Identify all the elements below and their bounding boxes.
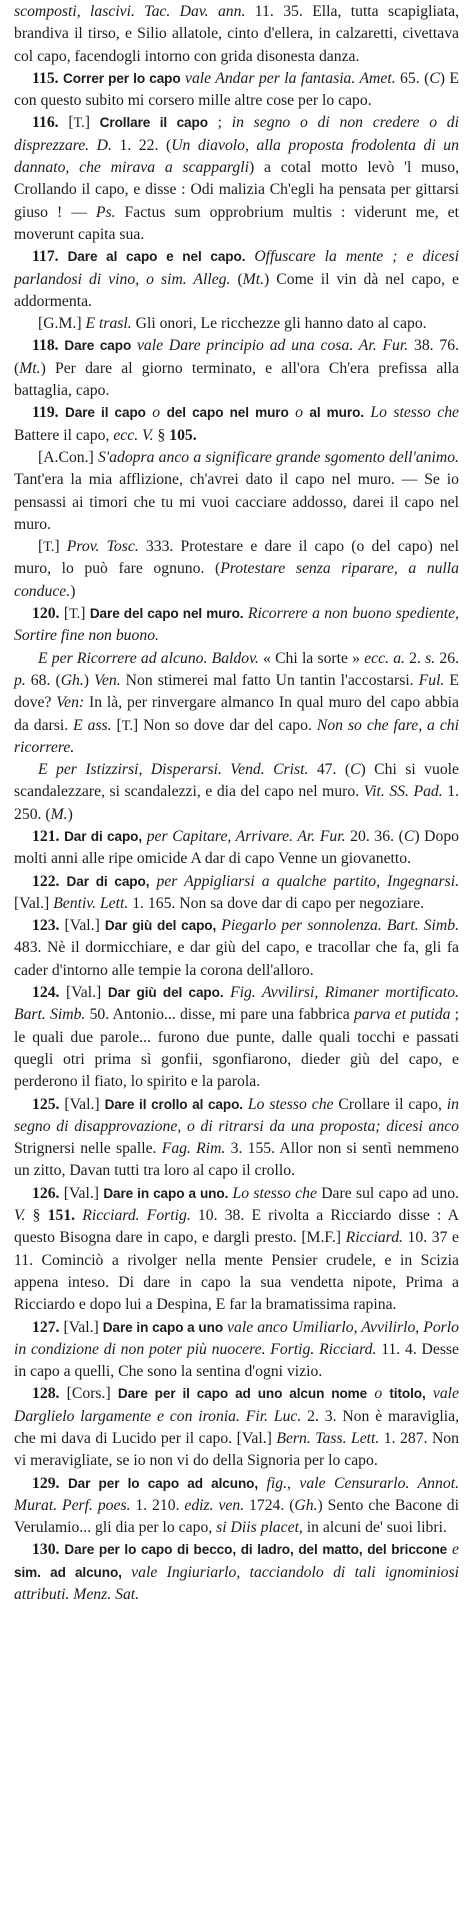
headword: Dare capo: [64, 338, 132, 354]
italic-text: E per Ricorrere ad alcuno. Baldov.: [38, 649, 259, 667]
italic-text: ediz. ven.: [184, 1496, 245, 1514]
entry-number: 126.: [32, 1184, 60, 1202]
body-text: 11. 4. Desse in capo a quelli, Che sono la sentina d'ogni vizio.: [14, 1340, 459, 1381]
body-text: 3. 155. Allor non si sentì nemmeno un zitto, Davan tutti tra loro al capo il crollo.: [14, 1140, 459, 1180]
italic-text: Ven.: [94, 671, 121, 689]
headword: al muro.: [309, 405, 364, 421]
body-text: 20. 36. (: [345, 827, 404, 845]
italic-text: Gh.: [60, 671, 84, 689]
entry-number: 125.: [32, 1095, 60, 1113]
italic-text: Ven:: [56, 694, 85, 712]
italic-text: Bentiv. Lett.: [53, 894, 129, 912]
entry-number: 129.: [32, 1474, 60, 1492]
italic-text: vale Andar per la fantasia. Amet.: [180, 69, 396, 87]
entry-number: 121.: [32, 827, 60, 845]
italic-text: S'adopra anco a significare grande sgomento dell'animo.: [97, 448, 459, 466]
source-tag: T.: [121, 717, 133, 734]
italic-text: in segno o di non credere o di disprezzare. D.: [14, 114, 459, 154]
italic-text: vale Darglielo largamente e con ironia. Fir. Luc.: [14, 1385, 460, 1425]
body-text: Strignersi nelle spalle.: [14, 1140, 162, 1158]
headword: Dare per il capo ad uno alcun nome: [117, 1386, 368, 1402]
body-text: [Val.]: [59, 984, 108, 1002]
italic-text: vale Dare principio ad una cosa. Ar. Fur.: [131, 337, 409, 355]
italic-text: ecc. a.: [364, 649, 405, 667]
dictionary-entry: [14, 1094, 459, 1183]
entry-number: 128.: [32, 1385, 60, 1403]
italic-text: Ps.: [95, 203, 116, 221]
body-text: ) Come il vin dà nel capo, e addormenta.: [14, 270, 459, 310]
body-text: 1. 165. Non sa dove dar di capo per negoziare.: [128, 894, 425, 912]
headword: Dar giù del capo,: [104, 918, 217, 934]
body-text: [Val.]: [59, 1095, 105, 1113]
dictionary-entry: [14, 335, 459, 402]
body-text: « Chi la sorte »: [258, 649, 365, 667]
entry-number: 119.: [32, 404, 59, 422]
body-text: ): [67, 805, 73, 823]
italic-text: E ass.: [73, 716, 112, 734]
body-text: In là, per rinvergare almanco In qual muro del capo abbia da darsi.: [14, 694, 459, 734]
body-text: ) a cotal motto levò 'l muso, Crollando il capo, e disse : Odi malizia Ch'egli ha pensata per gittarsi giuso ! —: [14, 159, 459, 221]
italic-text: Prov. Tosc.: [66, 538, 139, 556]
entry-number: 127.: [32, 1318, 60, 1336]
body-text: [: [111, 716, 122, 734]
italic-text: vale anco Umiliarlo, Avvilirlo, Porlo in condizione di non poter più nuocere. Fortig. Ricciard.: [14, 1318, 459, 1358]
entry-number: 117.: [32, 248, 59, 266]
body-text: [A.Con.]: [38, 448, 98, 466]
entry-subparagraph: [14, 536, 459, 603]
entry-number: 118.: [32, 337, 59, 355]
body-text: §: [153, 426, 170, 444]
body-text: [Cors.]: [59, 1385, 118, 1403]
entry-number: 122.: [32, 872, 60, 890]
body-text: [59, 873, 66, 890]
italic-text: Vit. SS. Pad.: [363, 783, 443, 801]
body-text: §: [25, 1207, 48, 1225]
body-text: ] Non so dove dar del capo.: [132, 716, 317, 734]
headword: sim.: [14, 1564, 41, 1580]
dictionary-entry: [14, 826, 459, 871]
headword: Dare il crollo al capo.: [104, 1096, 243, 1112]
italic-text: p.: [14, 671, 26, 689]
dictionary-entry: [14, 871, 459, 916]
body-text: E dove?: [14, 671, 459, 712]
body-text: [41, 1564, 50, 1581]
body-text: 483. Nè il dormicchiare, e dar giù del capo, e tracollar che fa, gli fa cader d'intorno alle tempie la corona dell'alloro.: [14, 939, 459, 979]
headword: ad alcuno,: [50, 1564, 122, 1580]
italic-text: Fag. Rim.: [161, 1140, 226, 1158]
body-text: ;: [207, 114, 232, 132]
body-text: Factus sum opprobrium multis : viderunt me, et moverunt capita sua.: [14, 203, 460, 243]
body-text: Crollare il capo,: [333, 1095, 447, 1113]
body-text: ) Per dare al giorno terminato, e all'ora Ch'era prefissa alla battaglia, capo.: [14, 359, 459, 400]
italic-text: in segno di disapprovazione, o di ritrarsi da una proposta; dicesi anco: [14, 1095, 459, 1135]
italic-text: Mt.: [242, 270, 265, 288]
body-text: Tant'era la mia afflizione, ch'avrei dato il capo nel muro. — Se io pensassi ai timori che tu mi vuoi cacciare addosso, darei il capo nel muro.: [14, 471, 459, 533]
entry-number: 105.: [169, 426, 197, 444]
italic-text: o: [367, 1385, 390, 1403]
body-text: [Val.]: [59, 1184, 104, 1202]
entry-subparagraph: [14, 313, 459, 335]
body-text: 1. 22. (: [111, 136, 172, 154]
italic-text: e: [447, 1541, 459, 1559]
italic-text: per Capitare, Arrivare. Ar. Fur.: [142, 827, 346, 845]
italic-text: Ricciard. Fortig.: [82, 1207, 191, 1225]
body-text: 38. 76. (: [14, 337, 460, 377]
entry-subparagraph: [14, 447, 459, 536]
body-text: in alcuni de' suoi libri.: [302, 1519, 447, 1537]
headword: Correr per lo capo: [63, 70, 181, 86]
body-text: ) Chi si vuole scandalezzare, si scandalezzi, e dia del capo nel muro.: [14, 761, 459, 801]
dictionary-entry: [14, 1183, 459, 1317]
body-text: ]: [54, 538, 67, 556]
italic-text: Piegarlo per sonnolenza. Bart. Simb.: [216, 917, 460, 935]
italic-text: Mt.: [19, 359, 41, 377]
entry-subparagraph: [14, 648, 459, 759]
body-text: Non stimerei mal fatto Un tantin l'accostarsi.: [120, 671, 419, 689]
headword: del capo nel muro: [166, 405, 289, 421]
italic-text: Non so che fare, a chi ricorrere.: [14, 716, 459, 756]
body-text: Dare sul capo ad uno.: [316, 1184, 459, 1202]
headword: Dare per lo capo di becco, di ladro, del matto, del briccone: [64, 1542, 448, 1558]
dictionary-entry: [14, 982, 459, 1093]
headword: Dar di capo,: [64, 828, 143, 844]
headword: Dare in capo a uno: [102, 1319, 224, 1335]
italic-text: Gh.: [294, 1496, 318, 1514]
italic-text: o: [288, 404, 310, 422]
source-tag: T.: [43, 539, 55, 556]
dictionary-entry: [14, 915, 459, 982]
continued-text: [14, 1, 459, 68]
italic-text: Lo stesso che: [228, 1184, 317, 1202]
dictionary-entry: [14, 603, 459, 648]
headword: Dare il capo: [65, 405, 146, 421]
italic-text: M.: [50, 805, 68, 823]
body-text: 2.: [404, 649, 426, 667]
italic-text: per Appigliarsi a qualche partito, Ingegnarsi.: [149, 872, 460, 890]
italic-text: Lo stesso che: [363, 404, 460, 422]
italic-text: parva et putida: [353, 1006, 451, 1024]
body-text: ): [83, 671, 95, 689]
body-text: 333. Protestare e dare il capo (o del capo) nel muro, lo può fare ognuno. (: [14, 538, 460, 578]
entry-number: 120.: [32, 605, 60, 623]
italic-text: Protestare senza riparare, a nulla conduce.: [14, 560, 459, 600]
entry-subparagraph: [14, 759, 459, 826]
body-text: 50. Antonio... disse, mi pare una fabbrica: [85, 1006, 354, 1024]
body-text: ]: [84, 114, 100, 132]
dictionary-entry: [14, 1539, 459, 1606]
headword: Dar di capo,: [66, 873, 150, 889]
italic-text: si Diis placet,: [216, 1519, 303, 1537]
body-text: 1724. (: [244, 1496, 295, 1514]
body-text: ) Sento che Bacone di Verulamio... gli dia per lo capo,: [14, 1496, 460, 1537]
body-text: ]: [80, 605, 90, 623]
body-text: [: [59, 605, 70, 623]
body-text: [G.M.]: [38, 315, 86, 333]
italic-text: Offuscare la mente ; e dicesi parlandosi di vino, o sim. Alleg.: [14, 248, 459, 288]
source-tag: T.: [73, 115, 85, 132]
italic-text: vale Ingiuriarlo, tacciandolo di tali ignominiosi attributi. Menz. Sat.: [14, 1563, 459, 1604]
body-text: [Val.]: [59, 1318, 103, 1336]
entry-number: 124.: [32, 984, 60, 1002]
italic-text: V.: [14, 1207, 26, 1225]
dictionary-entry: [14, 1383, 459, 1472]
body-text: [Val.]: [59, 917, 105, 935]
italic-text: Fig. Avvilirsi, Rimaner mortificato. Bart. Simb.: [14, 984, 460, 1024]
dictionary-entry: [14, 246, 459, 313]
entry-number: 115.: [32, 69, 59, 87]
body-text: ) E con questo subito mi corsero mille altre cose per lo capo.: [14, 69, 460, 110]
headword: Crollare il capo: [99, 115, 208, 131]
dictionary-entry: [14, 68, 459, 113]
body-text: 10. 38. E rivolta a Ricciardo disse : A questo Bisogna dare in capo, e dargli presto. [M.F.]: [14, 1207, 460, 1247]
italic-text: ecc. V.: [113, 426, 154, 444]
italic-text: o: [145, 404, 167, 422]
body-text: ): [70, 582, 76, 600]
italic-text: C: [403, 827, 415, 845]
headword: titolo,: [389, 1386, 426, 1402]
italic-text: Bern. Tass. Lett.: [276, 1430, 380, 1447]
body-text: ) Dopo molti anni alle ripe omicide A dar di capo Venne un giovanetto.: [14, 827, 460, 868]
body-text: [Val.]: [14, 894, 54, 912]
dictionary-entry: [14, 402, 459, 447]
entry-number: 116.: [32, 114, 59, 132]
body-text: 65. (: [395, 69, 430, 87]
body-text: 1. 287. Non vi meravigliate, se io non vi do della Signoria per lo capo.: [14, 1430, 459, 1470]
headword: Dare del capo nel muro.: [89, 606, 244, 622]
italic-text: scomposti, lascivi. Tac. Dav. ann.: [14, 3, 246, 20]
headword: Dare al capo e nel capo.: [67, 249, 246, 265]
body-text: 1. 250. (: [14, 783, 460, 823]
body-text: [: [38, 538, 44, 556]
body-text: 2. 3. Non è maraviglia, che mi dava di Lucido per il capo. [Val.]: [14, 1407, 459, 1447]
body-text: 11. 35. Ella, tutta scapigliata, brandiva il tirso, e Silio allatole, cinto d'ellera, in calzaretti, civettava col capo, facendogli intorno con grida disonesta danza.: [14, 3, 460, 65]
headword: Dar giù del capo.: [107, 985, 224, 1001]
body-text: Gli onori, Le ricchezze gli hanno dato al capo.: [131, 315, 427, 333]
body-text: [59, 248, 68, 265]
body-text: [59, 1475, 67, 1492]
body-text: (: [230, 270, 243, 288]
body-text: 68. (: [25, 671, 61, 689]
body-text: 26.: [435, 649, 459, 667]
body-text: ; le quali due parole... furono due punte, dalle quali tocchi e passati quegli otri prima sì gonfii, sgonfiarono, dieder giù del capo, e perderono il fiato, lo spirito e la parola.: [14, 1006, 460, 1091]
italic-text: Ricciard.: [345, 1229, 403, 1247]
italic-text: fig., vale Censurarlo. Annot. Murat. Perf. poes.: [14, 1474, 459, 1514]
dictionary-entry: [14, 112, 459, 246]
dictionary-entry: [14, 1317, 459, 1384]
italic-text: Ricorrere a non buono spediente, Sortire fine non buono.: [14, 605, 459, 645]
headword: Dar per lo capo ad alcuno,: [67, 1475, 259, 1491]
dictionary-entry: [14, 1473, 459, 1540]
source-tag: T.: [69, 606, 81, 623]
body-text: Battere il capo,: [14, 426, 114, 444]
entry-number: 123.: [32, 917, 60, 935]
body-text: 10. 37 e 11. Cominciò a rivolger nella mente Pensier crudele, e in Scizia appena inteso. Di dare in capo la sua vendetta nipote, Prima a Ricciardo e dopo lui a Despina, E far la bramatissima rapina.: [14, 1229, 459, 1314]
entry-number: 151.: [47, 1207, 76, 1225]
italic-text: C: [429, 69, 440, 87]
body-text: 1. 210.: [130, 1496, 185, 1514]
headword: Dare in capo a uno.: [103, 1185, 229, 1201]
italic-text: Lo stesso che: [242, 1095, 334, 1113]
italic-text: E trasl.: [85, 315, 132, 333]
italic-text: E per Istizzirsi, Disperarsi. Vend. Crist.: [38, 761, 309, 779]
body-text: [: [58, 114, 74, 132]
entry-number: 130.: [32, 1541, 60, 1559]
italic-text: Ful.: [418, 671, 445, 689]
italic-text: s.: [425, 649, 436, 667]
italic-text: Un diavolo, alla proposta frodolenta di un dannato, che mirava a scappargli: [14, 136, 459, 177]
body-text: 47. (: [308, 761, 351, 779]
italic-text: C: [350, 761, 361, 779]
